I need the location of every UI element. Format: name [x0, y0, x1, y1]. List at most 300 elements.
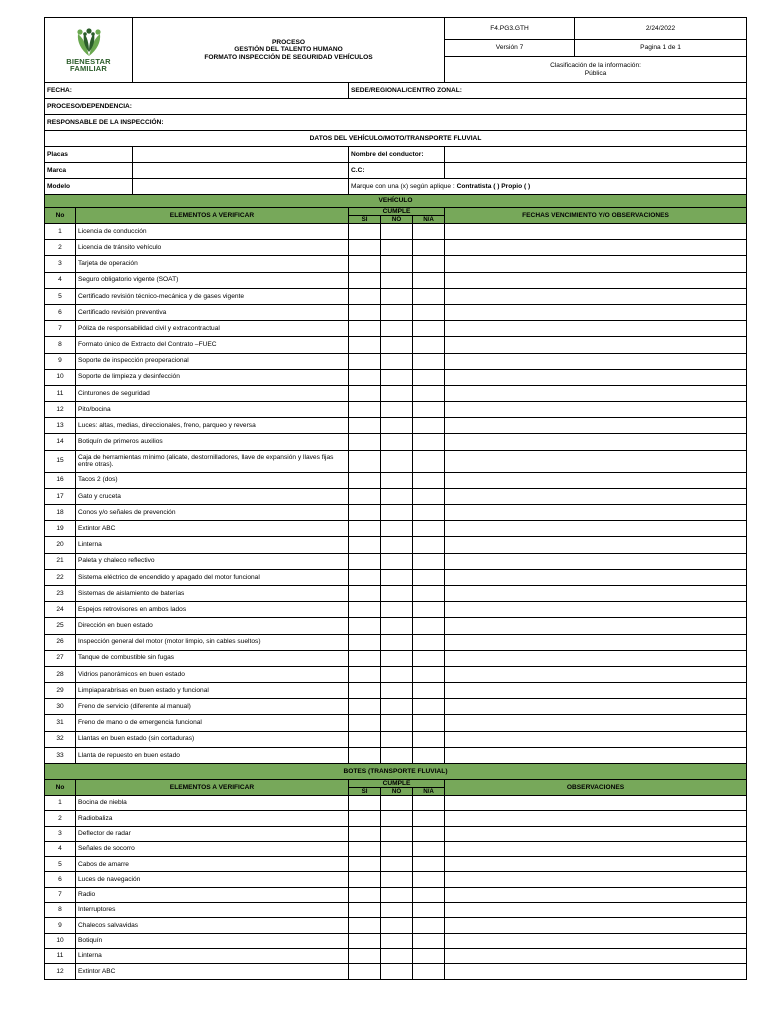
check-na[interactable] — [413, 683, 445, 699]
check-si[interactable] — [349, 887, 381, 902]
row-observations[interactable] — [445, 634, 747, 650]
col-no-option: NO — [381, 216, 413, 223]
classification — [445, 57, 747, 83]
row-number: 23 — [45, 585, 76, 601]
check-na[interactable] — [413, 872, 445, 887]
row-element: Radiobaliza — [76, 811, 349, 826]
table-row — [45, 224, 747, 240]
table-row — [45, 272, 747, 288]
table-row — [45, 450, 747, 472]
check-si[interactable] — [349, 602, 381, 618]
check-si[interactable] — [349, 488, 381, 504]
check-na[interactable] — [413, 402, 445, 418]
check-si[interactable] — [349, 811, 381, 826]
row-observations[interactable] — [445, 537, 747, 553]
check-na[interactable] — [413, 602, 445, 618]
check-si[interactable] — [349, 796, 381, 811]
check-si[interactable] — [349, 337, 381, 353]
row-observations[interactable] — [445, 569, 747, 585]
classification-label: Clasificación de la información: — [550, 61, 641, 69]
check-no[interactable] — [381, 450, 413, 472]
check-si[interactable] — [349, 369, 381, 385]
row-observations[interactable] — [445, 903, 747, 918]
row-observations[interactable] — [445, 811, 747, 826]
row-observations[interactable] — [445, 288, 747, 304]
check-na[interactable] — [413, 964, 445, 979]
table-row — [45, 796, 747, 811]
col-cumple — [349, 208, 445, 224]
fecha-field[interactable]: FECHA: — [45, 83, 349, 99]
brand-line1: BIENESTAR — [66, 56, 111, 66]
check-si[interactable] — [349, 353, 381, 369]
row-number: 9 — [45, 918, 76, 933]
check-na[interactable] — [413, 666, 445, 682]
row-element: Tanque de combustible sin fugas — [76, 650, 349, 666]
check-si[interactable] — [349, 569, 381, 585]
logo-cell — [45, 18, 133, 83]
check-no[interactable] — [381, 418, 413, 434]
check-si[interactable] — [349, 321, 381, 337]
check-no[interactable] — [381, 505, 413, 521]
row-observations[interactable] — [445, 224, 747, 240]
check-si[interactable] — [349, 903, 381, 918]
ownership-selector[interactable] — [349, 179, 747, 195]
row-observations[interactable] — [445, 304, 747, 320]
row-element: Interruptores — [76, 903, 349, 918]
check-no[interactable] — [381, 337, 413, 353]
check-si[interactable] — [349, 826, 381, 841]
row-number: 4 — [45, 841, 76, 856]
row-number: 5 — [45, 288, 76, 304]
check-si[interactable] — [349, 288, 381, 304]
check-na[interactable] — [413, 304, 445, 320]
row-observations[interactable] — [445, 857, 747, 872]
check-no[interactable] — [381, 903, 413, 918]
check-si[interactable] — [349, 385, 381, 401]
check-na[interactable] — [413, 841, 445, 856]
marca-value[interactable] — [133, 163, 349, 179]
table-row — [45, 841, 747, 856]
table-row — [45, 699, 747, 715]
row-observations[interactable] — [445, 385, 747, 401]
table-row — [45, 585, 747, 601]
row-number: 6 — [45, 304, 76, 320]
row-element: Inspección general del motor (motor limpio, sin cables sueltos) — [76, 634, 349, 650]
table-row — [45, 553, 747, 569]
check-si[interactable] — [349, 505, 381, 521]
row-observations[interactable] — [445, 715, 747, 731]
check-no[interactable] — [381, 521, 413, 537]
col-na: N/A — [423, 216, 434, 223]
table-row — [45, 872, 747, 887]
check-si[interactable] — [349, 304, 381, 320]
check-no[interactable] — [381, 369, 413, 385]
check-si[interactable] — [349, 857, 381, 872]
row-number: 7 — [45, 321, 76, 337]
row-element: Luces de navegación — [76, 872, 349, 887]
row-element: Llanta de repuesto en buen estado — [76, 747, 349, 763]
row-number: 28 — [45, 666, 76, 682]
row-element: Certificado revisión preventiva — [76, 304, 349, 320]
row-element: Pito/bocina — [76, 402, 349, 418]
row-observations[interactable] — [445, 841, 747, 856]
check-na[interactable] — [413, 256, 445, 272]
row-element: Linterna — [76, 948, 349, 963]
check-na[interactable] — [413, 369, 445, 385]
check-na[interactable] — [413, 699, 445, 715]
check-na[interactable] — [413, 553, 445, 569]
botes-col-si: SI — [349, 788, 381, 795]
botes-col-observaciones: OBSERVACIONES — [445, 780, 747, 796]
check-si[interactable] — [349, 553, 381, 569]
check-no[interactable] — [381, 731, 413, 747]
row-number: 14 — [45, 434, 76, 450]
check-si[interactable] — [349, 841, 381, 856]
table-row — [45, 731, 747, 747]
check-no[interactable] — [381, 699, 413, 715]
row-observations[interactable] — [445, 240, 747, 256]
propio-option[interactable]: Propio ( ) — [501, 182, 531, 190]
table-row — [45, 811, 747, 826]
modelo-label: Modelo — [45, 179, 133, 195]
row-element: Llantas en buen estado (sin cortaduras) — [76, 731, 349, 747]
row-observations[interactable] — [445, 434, 747, 450]
check-no[interactable] — [381, 537, 413, 553]
row-observations[interactable] — [445, 505, 747, 521]
row-observations[interactable] — [445, 585, 747, 601]
check-si[interactable] — [349, 650, 381, 666]
check-no[interactable] — [381, 434, 413, 450]
form-table — [44, 17, 747, 980]
row-observations[interactable] — [445, 521, 747, 537]
check-no[interactable] — [381, 402, 413, 418]
check-na[interactable] — [413, 585, 445, 601]
check-na[interactable] — [413, 385, 445, 401]
check-si[interactable] — [349, 731, 381, 747]
check-na[interactable] — [413, 240, 445, 256]
row-observations[interactable] — [445, 488, 747, 504]
row-element: Linterna — [76, 537, 349, 553]
check-si[interactable] — [349, 240, 381, 256]
check-no[interactable] — [381, 948, 413, 963]
row-observations[interactable] — [445, 826, 747, 841]
botes-cumple-label: CUMPLE — [349, 780, 444, 788]
check-no[interactable] — [381, 618, 413, 634]
check-si[interactable] — [349, 634, 381, 650]
check-si[interactable] — [349, 747, 381, 763]
check-na[interactable] — [413, 634, 445, 650]
botes-col-elementos: ELEMENTOS A VERIFICAR — [76, 780, 349, 796]
check-no[interactable] — [381, 634, 413, 650]
row-number: 27 — [45, 650, 76, 666]
check-no[interactable] — [381, 796, 413, 811]
row-observations[interactable] — [445, 933, 747, 948]
table-row — [45, 288, 747, 304]
row-number: 31 — [45, 715, 76, 731]
check-si[interactable] — [349, 521, 381, 537]
check-na[interactable] — [413, 650, 445, 666]
check-na[interactable] — [413, 224, 445, 240]
conductor-value[interactable] — [445, 147, 747, 163]
row-number: 11 — [45, 948, 76, 963]
modelo-value[interactable] — [133, 179, 349, 195]
check-no[interactable] — [381, 488, 413, 504]
row-observations[interactable] — [445, 618, 747, 634]
check-no[interactable] — [381, 857, 413, 872]
row-observations[interactable] — [445, 683, 747, 699]
check-na[interactable] — [413, 887, 445, 902]
check-na[interactable] — [413, 715, 445, 731]
check-na[interactable] — [413, 918, 445, 933]
check-si[interactable] — [349, 872, 381, 887]
table-row — [45, 715, 747, 731]
row-observations[interactable] — [445, 353, 747, 369]
botes-section-title: BOTES (TRANSPORTE FLUVIAL) — [45, 764, 747, 780]
botes-checklist — [45, 796, 747, 980]
check-na[interactable] — [413, 826, 445, 841]
proceso-field[interactable]: PROCESO/DEPENDENCIA: — [45, 99, 747, 115]
table-row — [45, 337, 747, 353]
bienestar-logo-icon — [69, 28, 109, 58]
table-row — [45, 385, 747, 401]
row-number: 3 — [45, 826, 76, 841]
row-number: 24 — [45, 602, 76, 618]
check-na[interactable] — [413, 618, 445, 634]
check-na[interactable] — [413, 450, 445, 472]
check-na[interactable] — [413, 434, 445, 450]
check-na[interactable] — [413, 472, 445, 488]
table-row — [45, 826, 747, 841]
check-si[interactable] — [349, 585, 381, 601]
check-na[interactable] — [413, 505, 445, 521]
check-na[interactable] — [413, 272, 445, 288]
check-no[interactable] — [381, 585, 413, 601]
table-row — [45, 418, 747, 434]
check-no[interactable] — [381, 683, 413, 699]
row-element: Gato y cruceta — [76, 488, 349, 504]
check-no[interactable] — [381, 288, 413, 304]
brand-line2: FAMILIAR — [69, 64, 107, 73]
title-line1: PROCESO — [272, 38, 305, 46]
row-element: Botiquín de primeros auxilios — [76, 434, 349, 450]
row-observations[interactable] — [445, 321, 747, 337]
check-no[interactable] — [381, 553, 413, 569]
check-no[interactable] — [381, 841, 413, 856]
check-no[interactable] — [381, 826, 413, 841]
contratista-option[interactable]: Contratista ( ) — [456, 182, 500, 190]
table-row — [45, 964, 747, 979]
row-number: 3 — [45, 256, 76, 272]
check-no[interactable] — [381, 650, 413, 666]
check-na[interactable] — [413, 418, 445, 434]
check-no[interactable] — [381, 602, 413, 618]
check-no[interactable] — [381, 933, 413, 948]
check-no[interactable] — [381, 747, 413, 763]
row-element: Extintor ABC — [76, 521, 349, 537]
table-row — [45, 887, 747, 902]
row-observations[interactable] — [445, 731, 747, 747]
placas-value[interactable] — [133, 147, 349, 163]
check-na[interactable] — [413, 933, 445, 948]
check-na[interactable] — [413, 948, 445, 963]
row-element: Cabos de amarre — [76, 857, 349, 872]
row-number: 26 — [45, 634, 76, 650]
row-observations[interactable] — [445, 964, 747, 979]
check-no[interactable] — [381, 715, 413, 731]
check-no[interactable] — [381, 569, 413, 585]
check-na[interactable] — [413, 903, 445, 918]
check-na[interactable] — [413, 569, 445, 585]
row-number: 2 — [45, 811, 76, 826]
table-row — [45, 369, 747, 385]
row-observations[interactable] — [445, 747, 747, 763]
table-row — [45, 321, 747, 337]
check-na[interactable] — [413, 731, 445, 747]
check-si[interactable] — [349, 402, 381, 418]
table-row — [45, 569, 747, 585]
botes-col-na: N/A — [423, 788, 434, 795]
row-observations[interactable] — [445, 872, 747, 887]
form-version: Versión 7 — [445, 40, 575, 57]
table-row — [45, 618, 747, 634]
check-no[interactable] — [381, 272, 413, 288]
row-number: 30 — [45, 699, 76, 715]
row-observations[interactable] — [445, 472, 747, 488]
check-si[interactable] — [349, 418, 381, 434]
check-na[interactable] — [413, 811, 445, 826]
check-na[interactable] — [413, 288, 445, 304]
row-observations[interactable] — [445, 256, 747, 272]
row-observations[interactable] — [445, 887, 747, 902]
table-row — [45, 933, 747, 948]
row-observations[interactable] — [445, 402, 747, 418]
row-number: 1 — [45, 796, 76, 811]
check-no[interactable] — [381, 918, 413, 933]
row-number: 29 — [45, 683, 76, 699]
row-element: Bocina de niebla — [76, 796, 349, 811]
check-na[interactable] — [413, 537, 445, 553]
row-observations[interactable] — [445, 369, 747, 385]
row-observations[interactable] — [445, 918, 747, 933]
table-row — [45, 505, 747, 521]
check-si[interactable] — [349, 715, 381, 731]
row-observations[interactable] — [445, 450, 747, 472]
check-si[interactable] — [349, 918, 381, 933]
check-no[interactable] — [381, 224, 413, 240]
check-no[interactable] — [381, 304, 413, 320]
check-na[interactable] — [413, 857, 445, 872]
check-si[interactable] — [349, 618, 381, 634]
sede-field[interactable]: SEDE/REGIONAL/CENTRO ZONAL: — [349, 83, 747, 99]
check-na[interactable] — [413, 337, 445, 353]
row-number: 20 — [45, 537, 76, 553]
row-number: 19 — [45, 521, 76, 537]
row-number: 8 — [45, 337, 76, 353]
check-si[interactable] — [349, 272, 381, 288]
row-number: 10 — [45, 369, 76, 385]
check-no[interactable] — [381, 240, 413, 256]
check-si[interactable] — [349, 683, 381, 699]
check-no[interactable] — [381, 964, 413, 979]
classification-value: Pública — [584, 69, 607, 77]
row-observations[interactable] — [445, 337, 747, 353]
check-si[interactable] — [349, 537, 381, 553]
row-number: 1 — [45, 224, 76, 240]
check-no[interactable] — [381, 666, 413, 682]
row-element: Tarjeta de operación — [76, 256, 349, 272]
check-si[interactable] — [349, 450, 381, 472]
botes-col-no-option: NO — [381, 788, 413, 795]
check-no[interactable] — [381, 811, 413, 826]
row-observations[interactable] — [445, 796, 747, 811]
check-na[interactable] — [413, 521, 445, 537]
row-observations[interactable] — [445, 602, 747, 618]
row-observations[interactable] — [445, 948, 747, 963]
check-na[interactable] — [413, 796, 445, 811]
table-row — [45, 602, 747, 618]
check-no[interactable] — [381, 472, 413, 488]
check-si[interactable] — [349, 434, 381, 450]
row-element: Cinturones de seguridad — [76, 385, 349, 401]
check-si[interactable] — [349, 472, 381, 488]
table-row — [45, 240, 747, 256]
row-observations[interactable] — [445, 272, 747, 288]
cumple-label: CUMPLE — [349, 208, 444, 216]
check-si[interactable] — [349, 666, 381, 682]
row-number: 17 — [45, 488, 76, 504]
check-na[interactable] — [413, 321, 445, 337]
cc-value[interactable] — [445, 163, 747, 179]
check-no[interactable] — [381, 353, 413, 369]
row-element: Espejos retrovisores en ambos lados — [76, 602, 349, 618]
check-si[interactable] — [349, 256, 381, 272]
row-element: Radio — [76, 887, 349, 902]
row-observations[interactable] — [445, 650, 747, 666]
row-observations[interactable] — [445, 553, 747, 569]
table-row — [45, 903, 747, 918]
table-row — [45, 434, 747, 450]
check-na[interactable] — [413, 747, 445, 763]
row-element: Freno de mano o de emergencia funcional — [76, 715, 349, 731]
check-si[interactable] — [349, 948, 381, 963]
cc-label: C.C: — [349, 163, 445, 179]
check-si[interactable] — [349, 224, 381, 240]
row-number: 11 — [45, 385, 76, 401]
row-element: Limpiaparabrisas en buen estado y funcional — [76, 683, 349, 699]
row-element: Formato único de Extracto del Contrato –FUEC — [76, 337, 349, 353]
check-no[interactable] — [381, 321, 413, 337]
row-number: 12 — [45, 402, 76, 418]
row-number: 2 — [45, 240, 76, 256]
check-si[interactable] — [349, 699, 381, 715]
check-na[interactable] — [413, 488, 445, 504]
check-no[interactable] — [381, 256, 413, 272]
row-observations[interactable] — [445, 699, 747, 715]
check-si[interactable] — [349, 933, 381, 948]
check-na[interactable] — [413, 353, 445, 369]
row-element: Caja de herramientas mínimo (alicate, destornilladores, llave de expansión y llaves fijas entre otras). — [76, 450, 349, 472]
check-no[interactable] — [381, 872, 413, 887]
row-number: 18 — [45, 505, 76, 521]
check-no[interactable] — [381, 385, 413, 401]
check-si[interactable] — [349, 964, 381, 979]
row-observations[interactable] — [445, 418, 747, 434]
row-element: Seguro obligatorio vigente (SOAT) — [76, 272, 349, 288]
check-no[interactable] — [381, 887, 413, 902]
table-row — [45, 918, 747, 933]
responsable-field[interactable]: RESPONSABLE DE LA INSPECCIÓN: — [45, 115, 747, 131]
row-observations[interactable] — [445, 666, 747, 682]
